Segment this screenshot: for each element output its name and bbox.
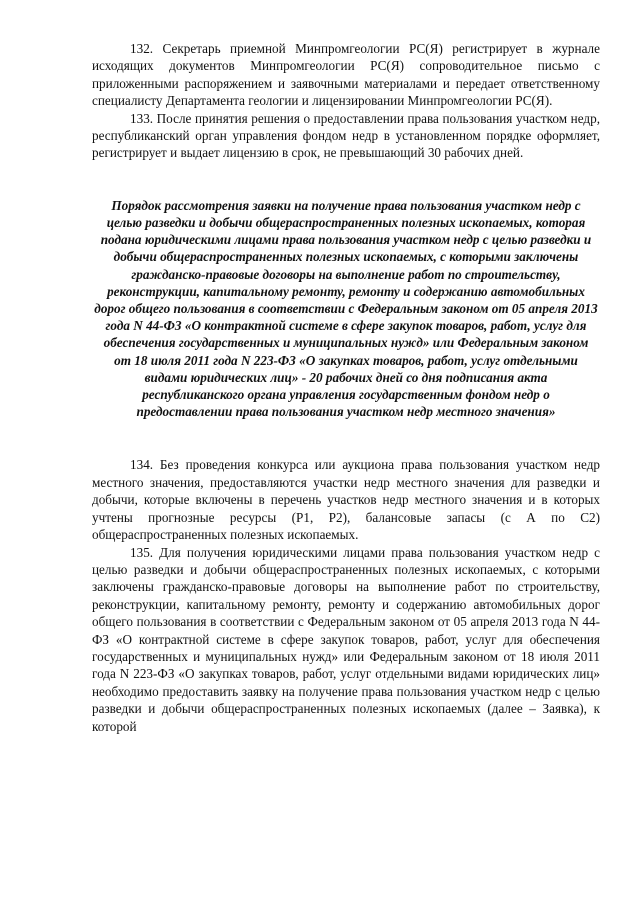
document-page (92, 40, 600, 735)
paragraph-132: 132. Секретарь приемной Минпромгеологии РС(Я) регистрирует в журнале исходящих документов Минпромгеологии РС(Я) сопроводительное письмо с приложенными распоряжением и заявочными материалами и передает ответственному специалисту Департамента геологии и лицензировании Минпромгеологии РС(Я). (92, 41, 600, 109)
section-heading: Порядок рассмотрения заявки на получение права пользования участком недр с целью разведки и добычи общераспространенных полезных ископаемых, которая подана юридическими лицами права пользования участком недр с целью разведки и добычи общераспространенных полезных ископаемых, с которыми заключены гражданско-правовые договоры на выполнение работ по строительству, реконструкции, капитальному ремонту, ремонту и содержанию автомобильных дорог общего пользования в соответствии с Федеральным законом от 05 апреля 2013 года N 44-ФЗ «О контрактной системе в сфере закупок товаров, работ, услуг для обеспечения государственных и муниципальных нужд» или Федеральным законом от 18 июля 2011 года N 223-ФЗ «О закупках товаров, работ, услуг отдельными видами юридических лиц» - 20 рабочих дней со дня подписания акта республиканского органа управления государственным фондом недр о предоставлении права пользования участком недр местного значения» (94, 197, 598, 420)
paragraph-133: 133. После принятия решения о предоставлении права пользования участком недр, республиканский орган управления фондом недр в установленном порядке оформляет, регистрирует и выдает лицензию в срок, не превышающий 30 рабочих дней. (92, 110, 600, 161)
paragraph-135: 135. Для получения юридическими лицами права пользования участком недр с целью разведки и добычи общераспространенных полезных ископаемых, с которыми заключены гражданско-правовые договоры на выполнение работ по строительству, реконструкции, капитальному ремонту, ремонту и содержанию автомобильных дорог общего пользования в соответствии с Федеральным законом от 05 апреля 2013 года N 44-ФЗ «О контрактной системе в сфере закупок товаров, работ, услуг для обеспечения государственных и муниципальных нужд» или Федеральным законом от 18 июля 2011 года N 223-ФЗ «О закупках товаров, работ, услуг отдельными видами юридических лиц» необходимо предоставить заявку на получение права пользования участком недр с целью разведки и добычи общераспространенных полезных ископаемых (далее – Заявка), к которой (92, 544, 600, 734)
paragraph-134: 134. Без проведения конкурса или аукциона права пользования участком недр местного значения, предоставляются участки недр местного значения для разведки и добычи, которые включены в перечень участков недр местного значения и в которых учтены прогнозные ресурсы (Р1, Р2), балансовые запасы (с А по С2) общераспространенных полезных ископаемых. (92, 457, 600, 543)
